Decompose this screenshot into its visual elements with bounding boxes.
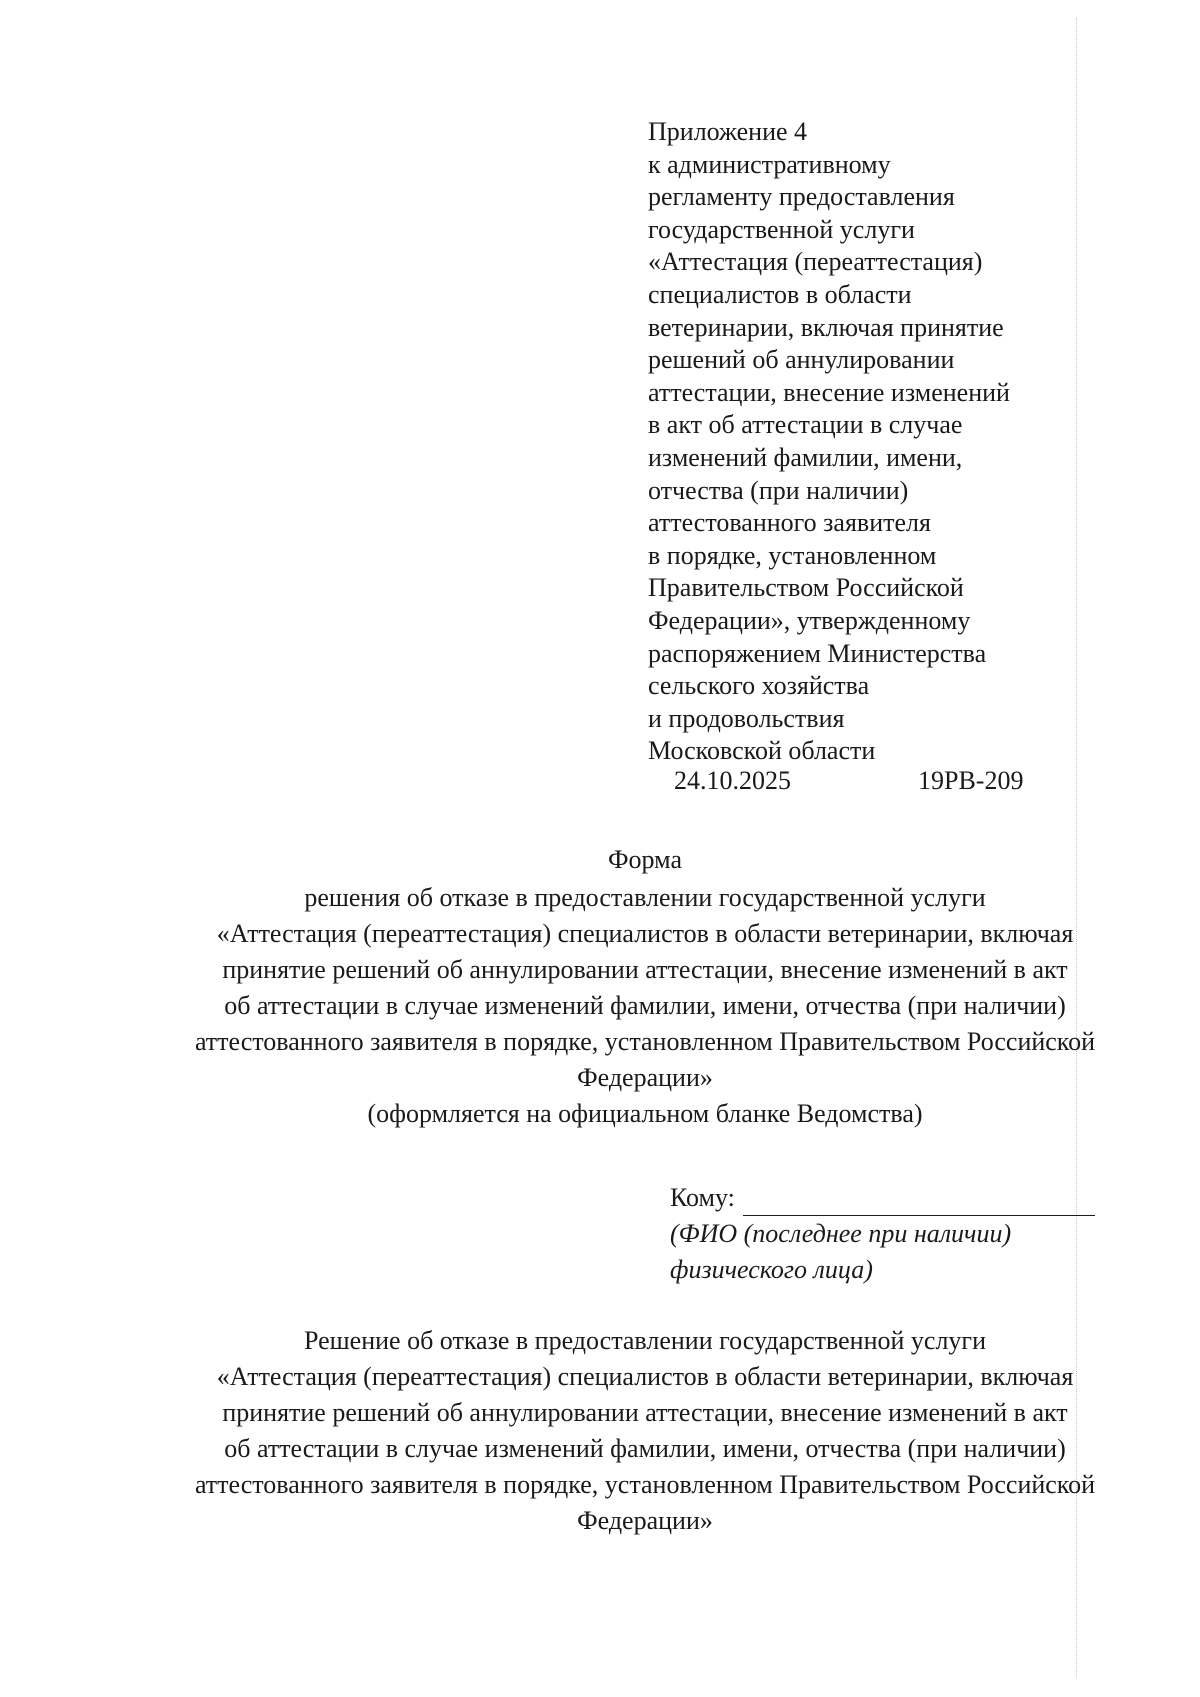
recipient-block — [670, 1180, 1095, 1288]
form-description — [90, 880, 1200, 1132]
decision-line: «Аттестация (переаттестация) специалистов в области ветеринарии, включая — [216, 1362, 1074, 1391]
form-title — [90, 842, 1200, 878]
decision-line: об аттестации в случае изменений фамилии, имени, отчества (при наличии) — [224, 1434, 1066, 1463]
appendix-header — [648, 116, 1088, 768]
appendix-line: отчества (при наличии) — [648, 475, 909, 505]
appendix-line: государственной услуги — [648, 214, 915, 244]
appendix-line: регламенту предоставления — [648, 182, 955, 212]
form-title-text: Форма — [608, 845, 682, 874]
decision-heading — [90, 1323, 1200, 1539]
recipient-hint-line-2: физического лица) — [670, 1255, 873, 1284]
appendix-line: Московской области — [648, 736, 876, 766]
recipient-blank-line — [743, 1187, 1095, 1216]
recipient-label: Кому: — [670, 1183, 735, 1212]
appendix-line: изменений фамилии, имени, — [648, 442, 963, 472]
appendix-line: специалистов в области — [648, 279, 912, 309]
appendix-line: Правительством Российской — [648, 573, 964, 603]
form-line: об аттестации в случае изменений фамилии, имени, отчества (при наличии) — [224, 991, 1066, 1020]
decision-line: Федерации» — [577, 1506, 713, 1535]
decision-line: Решение об отказе в предоставлении государственной услуги — [303, 1326, 987, 1355]
decision-line: аттестованного заявителя в порядке, установленном Правительством Российской — [194, 1470, 1096, 1499]
appendix-line: аттестации, внесение изменений — [648, 377, 1010, 407]
appendix-line: к административному — [648, 149, 891, 179]
recipient-hint-line-1: (ФИО (последнее при наличии) — [670, 1219, 1012, 1248]
approval-date: 24.10.2025 — [674, 766, 791, 795]
appendix-line: и продовольствия — [648, 703, 845, 733]
appendix-line: в порядке, установленном — [648, 540, 937, 570]
recipient-row — [670, 1180, 1095, 1216]
decision-line: принятие решений об аннулировании аттестации, внесение изменений в акт — [222, 1398, 1068, 1427]
form-note: (оформляется на официальном бланке Ведомства) — [367, 1099, 923, 1128]
form-line: «Аттестация (переаттестация) специалистов в области ветеринарии, включая — [216, 919, 1074, 948]
appendix-line: «Аттестация (переаттестация) — [648, 247, 983, 277]
appendix-line: Федерации», утвержденному — [648, 605, 971, 635]
form-line: аттестованного заявителя в порядке, установленном Правительством Российской — [194, 1027, 1096, 1056]
appendix-line: Приложение 4 — [648, 117, 808, 146]
appendix-line: аттестованного заявителя — [648, 508, 931, 538]
appendix-line: ветеринарии, включая принятие — [648, 312, 1004, 342]
appendix-line: решений об аннулировании — [648, 345, 955, 375]
form-line: решения об отказе в предоставлении государственной услуги — [304, 883, 986, 912]
form-line: Федерации» — [577, 1063, 713, 1092]
appendix-line: распоряжением Министерства — [648, 638, 987, 668]
approval-number: 19РВ-209 — [918, 766, 1024, 795]
form-line: принятие решений об аннулировании аттестации, внесение изменений в акт — [222, 955, 1068, 984]
appendix-line: сельского хозяйства — [648, 671, 870, 701]
appendix-line: в акт об аттестации в случае — [648, 410, 963, 440]
